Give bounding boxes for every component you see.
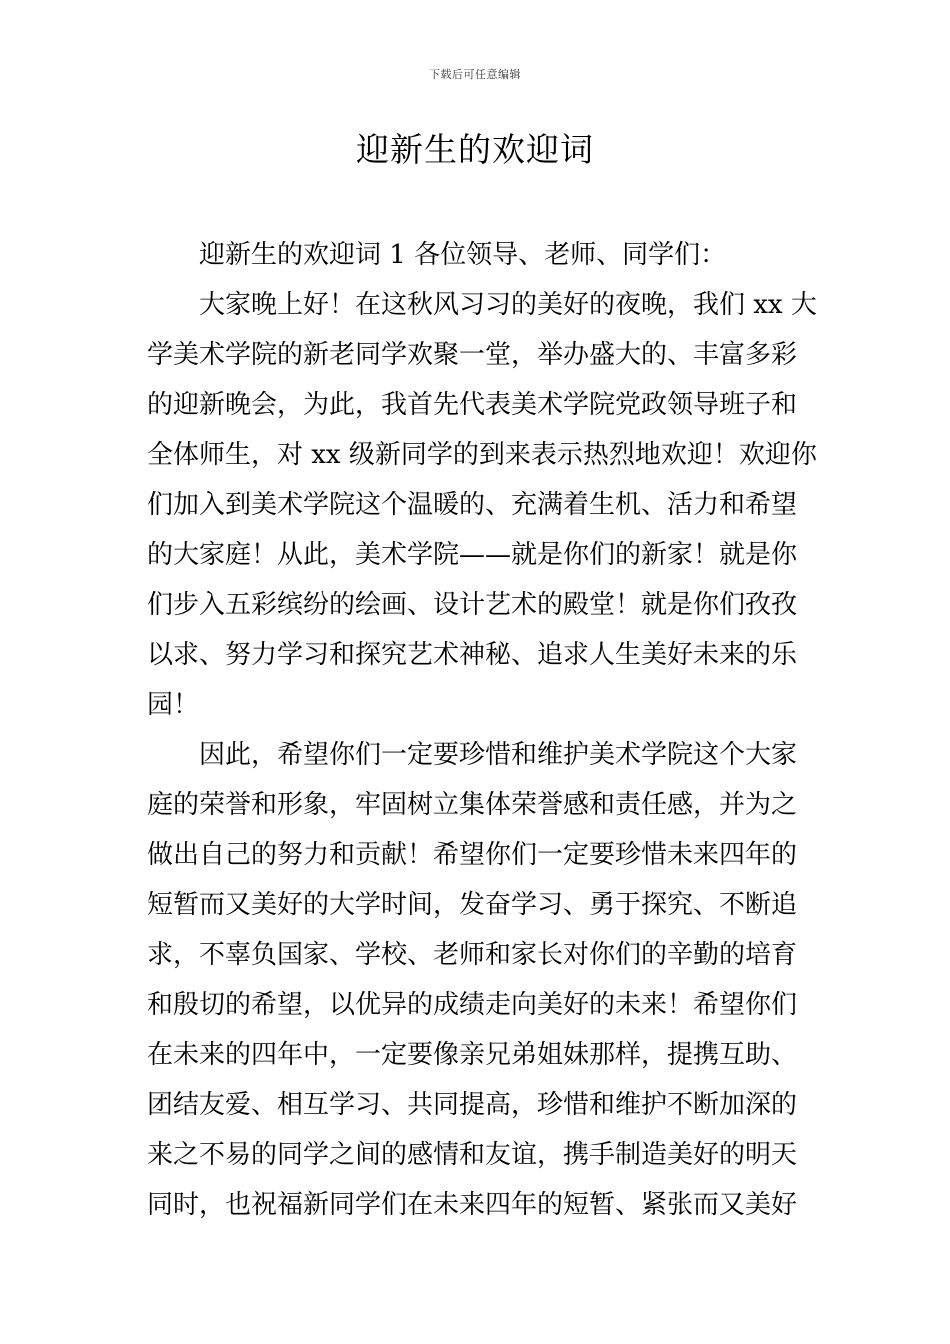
body-text-line: 迎新生的欢迎词 1 各位领导、老师、同学们： bbox=[199, 240, 727, 270]
body-text-line: 做出自己的努力和贡献！希望你们一定要珍惜未来四年的 bbox=[147, 840, 798, 870]
body-text-line: 们加入到美术学院这个温暖的、充满着生机、活力和希望 bbox=[147, 490, 798, 520]
body-text-line: 以求、努力学习和探究艺术神秘、追求人生美好未来的乐 bbox=[147, 640, 798, 670]
body-text-line: 学美术学院的新老同学欢聚一堂，举办盛大的、丰富多彩 bbox=[147, 340, 798, 370]
body-text-line: 的迎新晚会，为此，我首先代表美术学院党政领导班子和 bbox=[147, 390, 798, 420]
body-text-line: 求，不辜负国家、学校、老师和家长对你们的辛勤的培育 bbox=[147, 940, 798, 970]
body-text-line: 短暂而又美好的大学时间，发奋学习、勇于探究、不断追 bbox=[147, 890, 798, 920]
body-text-line: 团结友爱、相互学习、共同提高，珍惜和维护不断加深的 bbox=[147, 1090, 798, 1120]
document-body bbox=[147, 230, 817, 1230]
body-text-line: 来之不易的同学之间的感情和友谊，携手制造美好的明天 bbox=[147, 1140, 798, 1170]
body-text-line: 庭的荣誉和形象，牢固树立集体荣誉感和责任感，并为之 bbox=[147, 790, 798, 820]
body-text-line: 在未来的四年中，一定要像亲兄弟姐妹那样，提携互助、 bbox=[147, 1040, 798, 1070]
document-title: 迎新生的欢迎词 bbox=[356, 130, 594, 169]
body-text-line: 们步入五彩缤纷的绘画、设计艺术的殿堂！就是你们孜孜 bbox=[147, 590, 798, 620]
body-text-line: 全体师生，对 xx 级新同学的到来表示热烈地欢迎！欢迎你 bbox=[147, 440, 817, 470]
body-text-line: 和殷切的希望，以优异的成绩走向美好的未来！希望你们 bbox=[147, 990, 798, 1020]
body-text-line: 的大家庭！从此，美术学院——就是你们的新家！就是你 bbox=[147, 540, 798, 570]
body-text-line: 大家晚上好！在这秋风习习的美好的夜晚，我们 xx 大 bbox=[199, 290, 817, 320]
body-text-line: 同时，也祝福新同学们在未来四年的短暂、紧张而又美好 bbox=[147, 1190, 798, 1220]
body-text-line: 园！ bbox=[147, 690, 200, 720]
header-note: 下载后可任意编辑 bbox=[429, 68, 521, 81]
body-text-line: 因此，希望你们一定要珍惜和维护美术学院这个大家 bbox=[199, 740, 798, 770]
